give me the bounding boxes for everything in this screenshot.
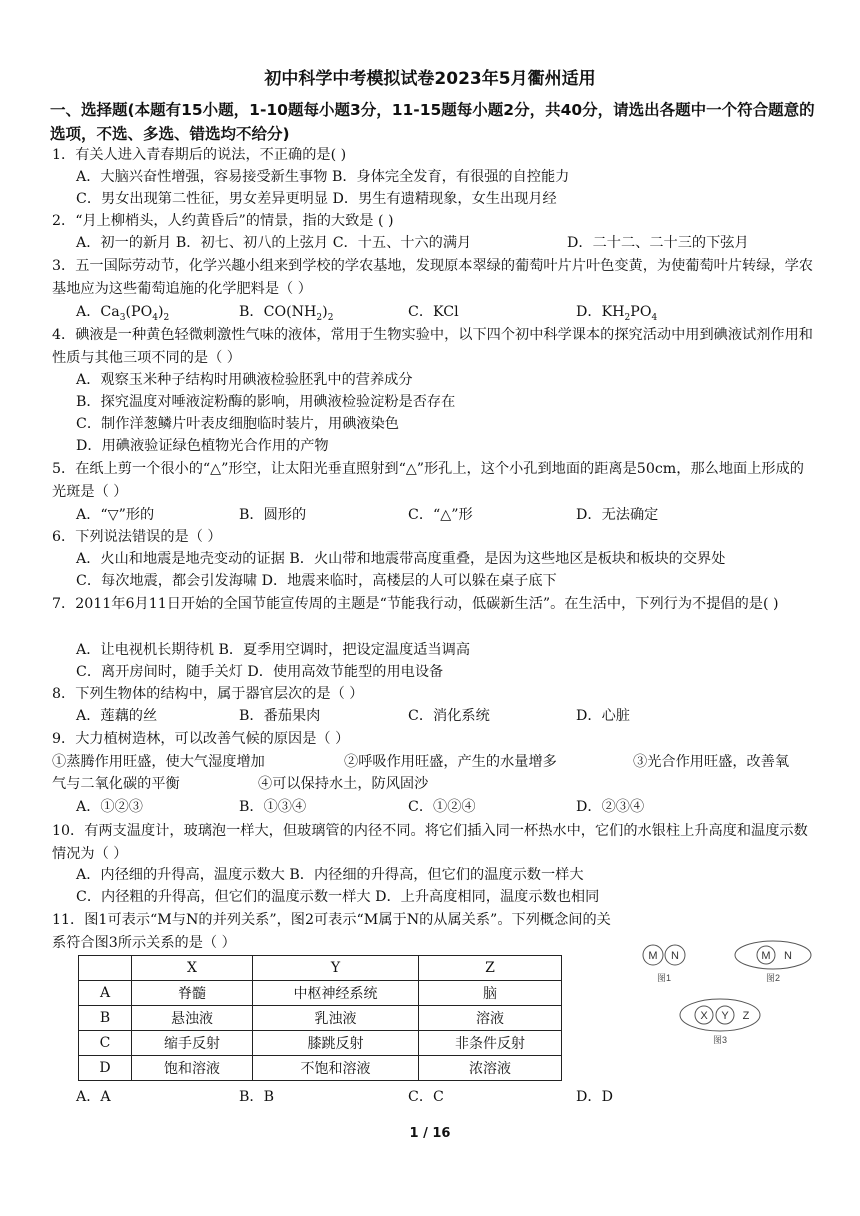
table-header-cell: Z [419, 956, 562, 981]
q4-option-d: D．用碘液验证绿色植物光合作用的产物 [76, 438, 329, 454]
label-m: M [648, 950, 658, 962]
q1-stem: 1．有关人进入青春期后的说法，不正确的是( ) [52, 147, 347, 163]
figure-3-caption: 图3 [712, 1035, 728, 1045]
q10-options-line2: C．内径粗的升得高，但它们的温度示数一样大 D．上升高度相同，温度示数也相同 [76, 889, 600, 905]
q11-option-c: C．C [408, 1089, 444, 1105]
table-cell: 乳浊液 [253, 1006, 419, 1031]
q9-option-d: D．②③④ [576, 799, 645, 815]
table-cell: 不饱和溶液 [253, 1056, 419, 1081]
q8-option-a: A．莲藕的丝 [76, 708, 158, 724]
table-header-cell [79, 956, 132, 981]
q7-options-line2: C．离开房间时，随手关灯 D．使用高效节能型的用电设备 [76, 664, 444, 680]
q10-stem: 10．有两支温度计，玻璃泡一样大，但玻璃管的内径不同。将它们插入同一杯热水中，它们的水银柱上升高度和温度示数情况为（ ） [52, 823, 808, 862]
page-title: 初中科学中考模拟试卷2023年5月衢州适用 [264, 69, 596, 89]
figure-1 [643, 945, 685, 983]
q9-statement-3-cont: 气与二氧化碳的平衡 [52, 776, 180, 792]
table-cell: 膝跳反射 [253, 1031, 419, 1056]
q9-stem: 9．大力植树造林，可以改善气候的原因是（ ） [52, 731, 350, 747]
table-cell: B [79, 1006, 132, 1031]
q9-statement-2: ②呼吸作用旺盛，产生的水量增多 [344, 754, 557, 770]
q8-option-b: B．番茄果肉 [239, 708, 321, 724]
table-header-cell: X [132, 956, 253, 981]
table-cell: 脑 [419, 981, 562, 1006]
q3-option-d: D．$KH_2PO_4$ [576, 304, 658, 323]
relationship-diagrams [630, 935, 830, 1050]
q2-option-d: D．二十二、二十三的下弦月 [567, 235, 749, 251]
table-cell: 非条件反射 [419, 1031, 562, 1056]
page-number: 1 / 16 [409, 1126, 451, 1141]
q7-options-line1: A．让电视机长期待机 B．夏季用空调时，把设定温度适当调高 [76, 642, 471, 658]
label-y: Y [721, 1010, 729, 1022]
q1-options-line2: C．男女出现第二性征，男女差异更明显 D．男生有遗精现象，女生出现月经 [76, 191, 557, 207]
q10-options-line1: A．内径细的升得高，温度示数大 B．内径细的升得高，但它们的温度示数一样大 [76, 867, 584, 883]
label-m-inner: M [761, 950, 771, 962]
q3-option-a: A．$Ca_3(PO_4)_2$ [76, 304, 170, 323]
label-z: Z [742, 1010, 750, 1022]
q11-stem: 11．图1可表示“M与N的并列关系”，图2可表示“M属于N的从属关系”。下列概念间的关系符合图3所示关系的是（ ） [52, 912, 611, 951]
table-header-row [79, 956, 562, 981]
q9-statement-4: ④可以保持水土，防风固沙 [258, 776, 429, 792]
table-cell: 饱和溶液 [132, 1056, 253, 1081]
q2-options-line1: A．初一的新月 B．初七、初八的上弦月 C．十五、十六的满月 [76, 235, 472, 251]
q11-option-a: A．A [76, 1089, 111, 1105]
q9-statement-1: ①蒸腾作用旺盛，使大气湿度增加 [52, 754, 265, 770]
table-cell: D [79, 1056, 132, 1081]
q11-option-b: B．B [239, 1089, 275, 1105]
q4-option-a: A．观察玉米种子结构时用碘液检验胚乳中的营养成分 [76, 372, 413, 388]
q8-option-d: D．心脏 [576, 708, 630, 724]
q3-option-c: C．KCl [408, 304, 459, 320]
table-cell: C [79, 1031, 132, 1056]
q9-option-b: B．①③④ [239, 799, 307, 815]
table-cell: 脊髓 [132, 981, 253, 1006]
q5-stem: 5．在纸上剪一个很小的“△”形空，让太阳光垂直照射到“△”形孔上，这个小孔到地面的距离是50cm，那么地面上形成的光斑是（ ） [52, 461, 804, 500]
q2-stem: 2．“月上柳梢头，人约黄昏后”的情景，指的大致是 ( ) [52, 213, 394, 229]
q5-option-b: B．圆形的 [239, 507, 307, 523]
ellipse-n [735, 941, 811, 969]
table-cell: 中枢神经系统 [253, 981, 419, 1006]
q4-stem: 4．碘液是一种黄色轻微刺激性气味的液体，常用于生物实验中，以下四个初中科学课本的探究活动中用到碘液试剂作用和性质与其他三项不同的是（ ） [52, 327, 813, 366]
table-cell: 悬浊液 [132, 1006, 253, 1031]
q11-table [78, 955, 562, 1081]
table-cell: 浓溶液 [419, 1056, 562, 1081]
table-row [79, 1056, 562, 1081]
q9-option-c: C．①②④ [408, 799, 476, 815]
q11-option-d: D．D [576, 1089, 613, 1105]
q5-option-c: C．“△”形 [408, 507, 473, 523]
table-row [79, 981, 562, 1006]
figure-1-caption: 图1 [656, 973, 672, 983]
section-heading: 一、选择题(本题有15小题，1-10题每小题3分，11-15题每小题2分，共40分，请选出各题中一个符合题意的选项，不选、多选、错选均不给分) [50, 101, 815, 143]
table-cell: 溶液 [419, 1006, 562, 1031]
q8-option-c: C．消化系统 [408, 708, 490, 724]
q5-option-a: A．“▽”形的 [76, 507, 155, 523]
table-row [79, 1006, 562, 1031]
table-row [79, 1031, 562, 1056]
figure-2 [735, 941, 811, 983]
figure-2-caption: 图2 [765, 973, 781, 983]
figure-3 [680, 999, 760, 1045]
q9-option-a: A．①②③ [76, 799, 143, 815]
q5-option-d: D．无法确定 [576, 507, 659, 523]
q4-option-b: B．探究温度对唾液淀粉酶的影响，用碘液检验淀粉是否存在 [76, 394, 456, 410]
q4-option-c: C．制作洋葱鳞片叶表皮细胞临时装片，用碘液染色 [76, 416, 399, 432]
label-n-outer: N [784, 950, 792, 962]
label-x: X [700, 1010, 708, 1022]
table-header-cell: Y [253, 956, 419, 981]
q8-stem: 8．下列生物体的结构中，属于器官层次的是（ ） [52, 686, 364, 702]
q7-stem: 7．2011年6月11日开始的全国节能宣传周的主题是“节能我行动，低碳新生活”。在生活中，下列行为不提倡的是( ) [52, 596, 779, 612]
table-cell: A [79, 981, 132, 1006]
q3-option-b: B．$CO(NH_2)_2$ [239, 304, 334, 323]
table-cell: 缩手反射 [132, 1031, 253, 1056]
q6-options-line2: C．每次地震，都会引发海啸 D．地震来临时，高楼层的人可以躲在桌子底下 [76, 573, 557, 589]
q9-statement-3: ③光合作用旺盛，改善氧 [633, 754, 790, 770]
q1-options-line1: A．大脑兴奋性增强，容易接受新生事物 B．身体完全发育，有很强的自控能力 [76, 169, 570, 185]
q3-stem: 3．五一国际劳动节，化学兴趣小组来到学校的学农基地，发现原本翠绿的葡萄叶片片叶色变黄，为使葡萄叶片转绿，学农基地应为这些葡萄追施的化学肥料是（ ） [52, 258, 813, 297]
q6-options-line1: A．火山和地震是地壳变动的证据 B．火山带和地震带高度重叠，是因为这些地区是板块和板块的交界处 [76, 551, 726, 567]
q6-stem: 6．下列说法错误的是（ ） [52, 529, 222, 545]
label-n: N [671, 950, 679, 962]
